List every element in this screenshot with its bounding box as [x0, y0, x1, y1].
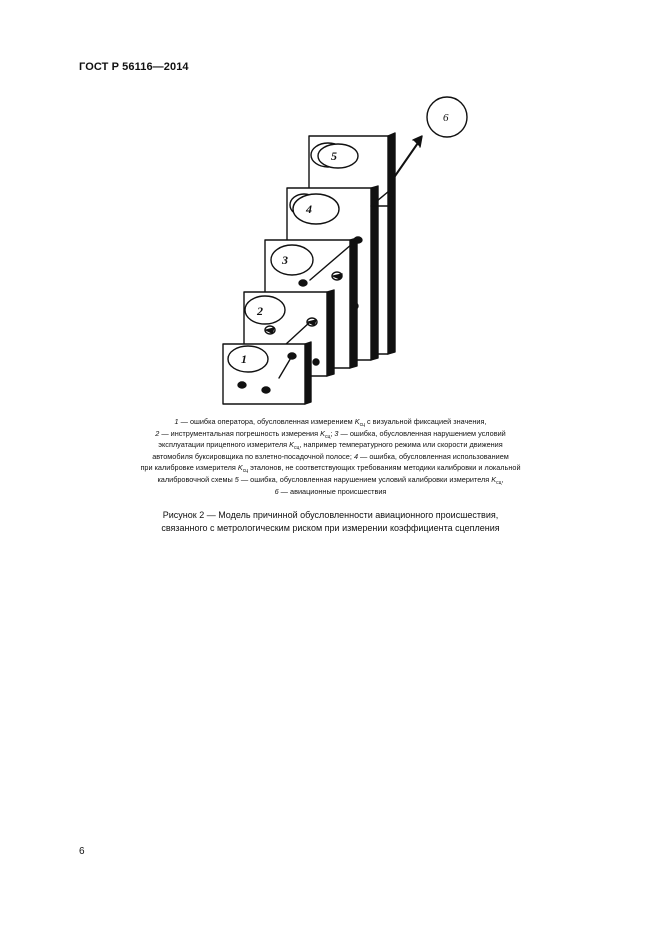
- target-label-6: 6: [443, 112, 449, 124]
- figure-title-line-1: Рисунок 2 — Модель причинной обусловленности авиационного происшествия,: [162, 510, 499, 520]
- legend-line-6: калибровочной схемы 5 — ошибка, обусловленная нарушением условий калибровки измерителя $K_{сц}$,: [157, 474, 504, 486]
- page-number: 6: [79, 846, 85, 857]
- legend-line-4: автомобиля буксировщика по взлетно-посадочной полосе; 4 — ошибка, обусловленная использованием: [152, 451, 509, 461]
- legend-line-3: эксплуатации прицепного измерителя $K_{сц}$, например температурного режима или скорости движения: [158, 440, 503, 452]
- plate-label-4: 4: [306, 202, 312, 216]
- plate-1: [223, 342, 311, 404]
- plate-label-5: 5: [331, 149, 337, 163]
- legend-line-2: 2 — инструментальная погрешность измерения $K_{сц}$; 3 — ошибка, обусловленная нарушением условий: [155, 428, 506, 440]
- document-header: ГОСТ Р 56116—2014: [79, 61, 189, 73]
- legend-line-1: 1 — ошибка оператора, обусловленная измерением $K_{сц}$ с визуальной фиксацией значения,: [174, 417, 487, 428]
- plate-label-3: 3: [282, 253, 288, 267]
- figure-legend: [100, 416, 561, 497]
- plate-label-2: 2: [257, 304, 263, 318]
- figure-title: [100, 509, 561, 534]
- legend-line-5: при калибровке измерителя $K_{сц}$ эталонов, не соответствующих требованиям методики калибровки и локальной: [140, 463, 521, 475]
- figure-title-line-2: связанного с метрологическим риском при измерении коэффициента сцепления: [161, 522, 500, 533]
- plate-label-1: 1: [241, 352, 247, 366]
- legend-line-7: 6 — авиационные происшествия: [274, 486, 387, 496]
